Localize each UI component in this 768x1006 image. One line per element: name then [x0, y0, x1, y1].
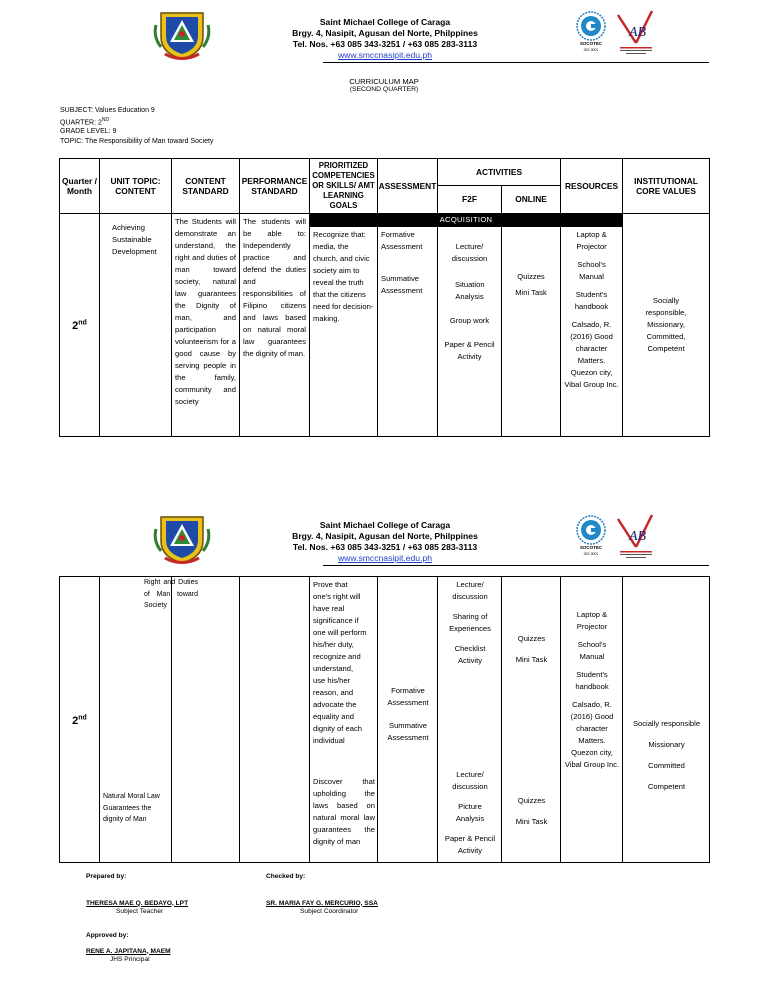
subject-line: SUBJECT: Values Education 9 [60, 107, 155, 114]
resources-cell: Laptop & Projector School's Manual Student's handbook Calsado, R. (2016) Good character Matters. Quezon city, Vibal Group Inc. [561, 227, 623, 437]
th-resources: RESOURCES [561, 159, 623, 214]
socotec-cert-logo [574, 9, 608, 57]
th-content-standard: CONTENT STANDARD [172, 159, 240, 214]
core-values-cell-2: Socially responsible Missionary Committed Competent [623, 577, 710, 863]
curriculum-table-page1 [59, 158, 710, 437]
th-performance-standard: PERFORMANCE STANDARD [240, 159, 310, 214]
competency-cell-2: Prove that one's right will have real significance if one will perform his/her duty, recognize and understand, use his/her reason, and advocate the equality and dignity of each individual Discover that upholding the laws based on natural moral law guarantees the dignity of man [310, 577, 378, 863]
performance-standard-cell-2 [240, 577, 310, 863]
prepared-role: Subject Teacher [116, 908, 164, 915]
quarter-line: QUARTER: 2ND [60, 116, 110, 126]
th-unit-topic: UNIT TOPIC: CONTENT [100, 159, 172, 214]
online-cell: Quizzes Mini Task [502, 227, 561, 437]
assessment-cell-2: Formative Assessment Summative Assessment [378, 577, 438, 863]
school-website-link-2[interactable]: www.smccnasipit.edu.ph [337, 553, 433, 563]
approved-role: JHS Principal [110, 956, 150, 963]
quarter-cell: 2nd [60, 214, 100, 437]
header-rule [323, 62, 709, 63]
th-quarter: Quarter / Month [60, 159, 100, 214]
competency-cell: Recognize that: media, the church, and civic society aim to reveal the truth that the citizens need for decision-making. [310, 227, 378, 437]
content-standard-cell: The Students will demonstrate an understand, the right and duties of man toward society, natural law guarantees the Dignity of man, and participation volunteerism for a good cause by serving people in the family, community and society [172, 214, 240, 437]
resources-cell-2: Laptop & Projector School's Manual Student's handbook Calsado, R. (2016) Good character Matters. Quezon city, Vibal Group Inc. [561, 577, 623, 863]
th-core-values: INSTITUTIONAL CORE VALUES [623, 159, 710, 214]
topic-line: TOPIC: The Responsibility of Man toward Society [60, 137, 214, 145]
online-cell-2: Quizzes Mini Task Quizzes Mini Task [502, 577, 561, 863]
content-standard-cell-2 [172, 577, 240, 863]
checked-name: SR. MARIA FAY G. MERCURIO, SSA [266, 899, 378, 907]
school-name-2: Saint Michael College of Caraga [319, 520, 451, 530]
header-rule-2 [323, 565, 709, 566]
th-online: ONLINE [502, 186, 561, 214]
checked-label: Checked by: [266, 873, 306, 880]
socotec-sublabel-2: ISO 9001 [583, 552, 599, 556]
ab-cert-logo [616, 9, 656, 57]
school-phones: Tel. Nos. +63 085 343-3251 / +63 085 283-3113 [292, 39, 478, 49]
socotec-sublabel: ISO 9001 [583, 48, 599, 52]
doc-subtitle: (SECOND QUARTER) [349, 86, 419, 93]
socotec-label: SOCOTEC [579, 41, 603, 46]
prepared-label: Prepared by: [86, 873, 127, 880]
ab-label-2: AB [629, 529, 647, 544]
acquisition-banner: ACQUISITION [310, 214, 623, 227]
approved-name: RENE A. JAPITANA, MAEM [86, 947, 171, 955]
prepared-name: THERESA MAE Q. BEDAYO, LPT [86, 899, 189, 907]
th-assessment: ASSESSMENT [378, 159, 438, 214]
core-values-cell: Socially responsible, Missionary, Committed, Competent [623, 214, 710, 437]
school-address: Brgy. 4, Nasipit, Agusan del Norte, Philppines [292, 28, 478, 38]
f2f-cell-2: Lecture/ discussion Sharing of Experiences Checklist Activity Lecture/ discussion Picture Analysis Paper & Pencil Activity [438, 577, 502, 863]
school-name: Saint Michael College of Caraga [319, 17, 451, 27]
school-phones-2: Tel. Nos. +63 085 343-3251 / +63 085 283-3113 [292, 542, 478, 552]
socotec-cert-logo-2 [574, 513, 608, 561]
school-website-link[interactable]: www.smccnasipit.edu.ph [337, 50, 433, 60]
assessment-cell: Formative Assessment Summative Assessment [378, 227, 438, 437]
ab-cert-logo-2 [616, 513, 656, 561]
checked-role: Subject Coordinator [300, 908, 359, 915]
unit-topic-cell: Achieving Sustainable Development [100, 214, 172, 437]
approved-label: Approved by: [86, 932, 129, 939]
f2f-cell: Lecture/ discussion Situation Analysis Group work Paper & Pencil Activity [438, 227, 502, 437]
school-seal-logo [153, 7, 211, 61]
school-seal-logo-2 [153, 511, 211, 565]
th-competencies: PRIORITIZED COMPETENCIES OR SKILLS/ AMT LEARNING GOALS [310, 159, 378, 214]
quarter-cell-2: 2nd [60, 577, 100, 863]
unit-topic-cell-2: Right and Duties of Man toward Society Natural Moral Law Guarantees the dignity of Man [100, 577, 172, 863]
grade-line: GRADE LEVEL: 9 [60, 128, 117, 136]
doc-title: CURRICULUM MAP [349, 77, 419, 86]
th-f2f: F2F [438, 186, 502, 214]
th-activities: ACTIVITIES [438, 159, 561, 186]
curriculum-table-page2 [59, 576, 710, 863]
school-address-2: Brgy. 4, Nasipit, Agusan del Norte, Philppines [292, 531, 478, 541]
ab-label: AB [629, 25, 647, 40]
socotec-label-2: SOCOTEC [579, 545, 603, 550]
performance-standard-cell: The students will be able to: Independently practice and defend the duties and responsibilities of Filipino citizens and laws based on natural moral law guarantees the dignity of man. [240, 214, 310, 437]
